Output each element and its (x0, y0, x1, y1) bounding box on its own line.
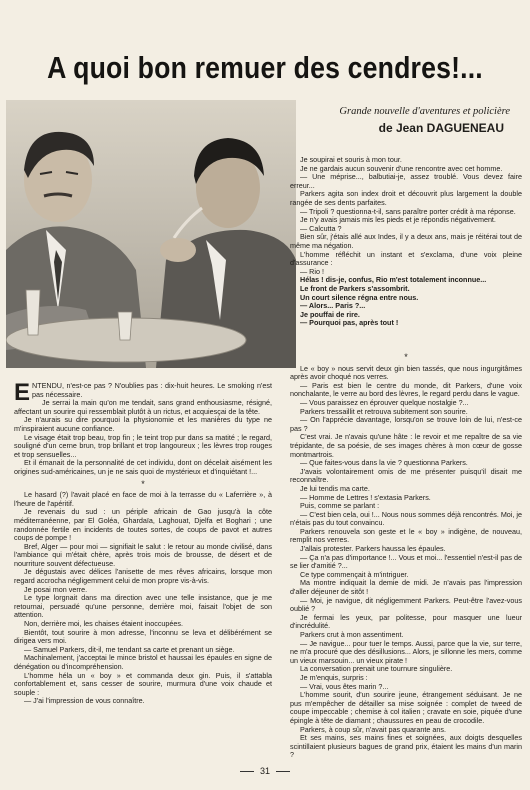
paragraph: Je n'y avais jamais mis les pieds et je répondis négativement. (300, 215, 496, 225)
paragraph: — Paris est bien le centre du monde, dit Parkers, d'une voix nonchalante, le verre au bord des lèvres, le regard perdu dans le vague. (290, 380, 522, 399)
paragraph: Je serrai la main qu'on me tendait, sans grand enthousiasme, résigné, affectant un sourire qui ressemblait plutôt à un rictus, et acquiesçai de la tête. (14, 398, 272, 416)
paragraph: — Vrai, vous êtes marin ?... (300, 681, 389, 691)
paragraph: L'homme sourit, d'un sourire jeune, étrangement séduisant. Je ne pus m'empêcher de détailler sa mise soignée : complet de tweed de coupe impeccable ; chemise à col italien ; cravate en soie, piquée d'une épingle à tête de diamant ; chaussures en peau de crocodile. (290, 690, 522, 725)
paragraph: Parkers renouvela son geste et le « boy » indigène, de nouveau, remplit nos verres. (290, 526, 522, 545)
paragraph: Parkers agita son index droit et découvrit plus largement la double rangée de ses dents parfaites. (290, 189, 522, 207)
paragraph: Parkers crut à mon assentiment. (300, 630, 404, 639)
paragraph: Le front de Parkers s'assombrit. (300, 283, 410, 293)
paragraph: Bref, Alger — pour moi — signifiait le salut : le retour au monde civilisé, dans l'ambiance qui m'était chère, après trois mois de brousse, de désert et de nourriture souvent défectueuse. (14, 541, 272, 568)
left-column (14, 382, 272, 767)
paragraph: — Rio ! (300, 266, 324, 276)
paragraph: — Alors... Paris ?... (300, 301, 366, 311)
paragraph: Le type lorgnait dans ma direction avec une telle insistance, que je me retournai, persuadé qu'une personne, derrière moi, faisait l'objet de son attention. (14, 593, 272, 620)
paragraph: Parkers, à coup sûr, n'avait pas quarante ans. (300, 724, 447, 734)
paragraph: — Pourquoi pas, après tout ! (300, 318, 399, 328)
paragraph: L'homme héla un « boy » et commanda deux gin. Puis, il s'attabla confortablement et, sans cesser de sourire, murmura d'une voix chaude et souple : (14, 670, 272, 697)
section-separator: * (404, 352, 408, 362)
paragraph: Je revenais du sud : un périple africain de Gao jusqu'à la côte méditerranéenne, par El Goléa, Ghardaïa, Laghouat, Djelfa et Boghari ; une randonnée fertile en incidents de toutes sortes, de coups de pavot et autres coups de pompe ! (14, 507, 272, 543)
page-number-value: 31 (259, 766, 270, 776)
paragraph: Hélas ! dis-je, confus, Rio m'est totalement inconnue... (300, 275, 487, 285)
paragraph: Je fermai les yeux, par politesse, pour masquer une lueur d'incrédulité. (290, 612, 522, 631)
story-subtitle: Grande nouvelle d'aventures et policière (339, 106, 510, 117)
cafe-illustration (6, 100, 296, 368)
paragraph: Non, derrière moi, les chaises étaient inoccupées. (24, 619, 184, 629)
story-author: de Jean DAGUENEAU (378, 121, 504, 135)
paragraph: — Je navigue... pour tuer le temps. Aussi, parce que la vie, sur terre, ne m'a procuré que des désillusions... Alors, je sillonne les mers, comme un vieux marsouin... un vieux pirate ! (290, 638, 522, 665)
paragraph: Parkers tressaillit et retrouva subitement son sourire. (300, 406, 468, 416)
story-title: A quoi bon remuer des cendres!... (47, 50, 483, 85)
paragraph: — J'ai l'impression de vous connaître. (24, 696, 145, 706)
paragraph: La conversation prenait une tournure singulière. (300, 664, 453, 674)
paragraph: — Ça n'a pas d'importance !... Vous et moi... l'essentiel n'est-il pas de se lier d'amitié ?... (290, 552, 522, 571)
paragraph: — Tripoli ? questionna-t-il, sans paraître porter crédit à ma réponse. (300, 206, 516, 216)
paragraph: Un court silence régna entre nous. (300, 292, 419, 302)
paragraph: Je pouffai de rire. (300, 309, 360, 319)
paragraph-text: NTENDU, n'est-ce pas ? N'oublies pas : dix-huit heures. Le smoking n'est pas nécessaire. (32, 382, 272, 399)
paragraph: Machinalement, j'acceptai le mince bristol et haussai les épaules en signe de dénégation ou d'incompréhension. (14, 653, 272, 671)
page-number (0, 766, 530, 776)
dash-left (240, 771, 254, 772)
paragraph: — Que faites-vous dans la vie ? questionna Parkers. (300, 458, 468, 468)
right-column-top (290, 156, 522, 342)
paragraph: Je ne gardais aucun souvenir d'une rencontre avec cet homme. (300, 163, 503, 173)
paragraph: C'est vrai. Je n'avais qu'une hâte : le revoir et me repaître de sa vie trépidante, de sa poésie, de ses images chères à mon cœur de gosse montmartrois. (290, 432, 522, 459)
paragraph: — Calcutta ? (300, 223, 342, 233)
paragraph: Je n'aurais su dire pourquoi la physionomie et les manières du type ne m'inspiraient aucune confiance. (14, 415, 272, 433)
section-separator: * (141, 478, 145, 489)
paragraph: Je dégustais avec délices l'anisette de mes rêves africains, lorsque mon regard accrocha négligemment celui de mon propre vis-à-vis. (14, 567, 272, 586)
paragraph: Je lui tendis ma carte. (300, 483, 370, 493)
paragraph: Ma montre indiquait la demie de midi. Je n'avais pas l'impression d'aller déjeuner de sitôt ! (290, 578, 522, 597)
paragraph: — Homme de Lettres ! s'extasia Parkers. (300, 492, 431, 502)
paragraph: J'avais volontairement omis de me présenter puisqu'il disait me reconnaître. (290, 466, 522, 485)
drop-cap: E (14, 382, 31, 406)
paragraph: Et ses mains, ses mains fines et soignées, aux doigts desquelles scintillaient plusieurs bagues de grand prix, étaient les mains d'un marin ? (290, 733, 522, 760)
paragraph: Bien sûr, j'étais allé aux Indes, il y a deux ans, mais je réitérai tout de même ma négation. (290, 232, 522, 250)
paragraph: Le hasard (?) l'avait placé en face de moi à la terrasse du « Laferrière », à l'heure de l'apéritif. (14, 490, 272, 508)
paragraph: Je posai mon verre. (24, 584, 88, 594)
paragraph: Bientôt, tout sourire à mon adresse, l'inconnu se leva et délibérément se dirigea vers moi. (14, 627, 272, 646)
paragraph: Le « boy » nous servit deux gin bien tassés, que nous ingurgitâmes après avoir choqué nos verres. (290, 363, 522, 382)
paragraph: Et il émanait de la personnalité de cet individu, dont on décelait aisément les origines sud-américaines, un je ne sais quoi de mystérieux et d'inquiétant !... (14, 458, 272, 476)
paragraph: Je soupirai et souris à mon tour. (300, 156, 402, 164)
paragraph: L'homme réfléchit un instant et s'exclama, d'une voix pleine d'assurance : (290, 249, 522, 268)
paragraph: Je m'enquis, surpris : (300, 672, 368, 682)
paragraph (14, 382, 272, 406)
paragraph: — Vous paraissez en éprouver quelque nostalgie ?... (300, 397, 469, 407)
dash-right (276, 771, 290, 772)
paragraph: — Une méprise..., balbutiai-je, assez troublé. Vous devez faire erreur... (290, 172, 522, 190)
right-column-bottom (290, 350, 522, 770)
paragraph: Puis, comme se parlant : (300, 501, 380, 511)
paragraph: Le visage était trop beau, trop fin ; le teint trop pur dans sa matité ; le regard, souligné d'un cerne brun, trop brillant et trop langoureux ; les lèvres trop rouges et trop sensuelles... (14, 432, 272, 459)
paragraph: — On l'apprécie davantage, lorsqu'on se trouve loin de lui, n'est-ce pas ? (290, 415, 522, 433)
paragraph: — Moi, je navigue, dit négligemment Parkers. Peut-être l'avez-vous oublié ? (290, 595, 522, 614)
paragraph: — Samuel Parkers, dit-il, me tendant sa carte et prenant un siège. (24, 644, 235, 654)
paragraph: J'allais protester. Parkers haussa les épaules. (300, 544, 446, 554)
paragraph: — C'est bien cela, oui !... Nous nous sommes déjà rencontrés. Moi, je n'étais pas du tout convaincu. (290, 509, 522, 528)
paragraph: Ce type commençait à m'intriguer. (300, 569, 409, 579)
